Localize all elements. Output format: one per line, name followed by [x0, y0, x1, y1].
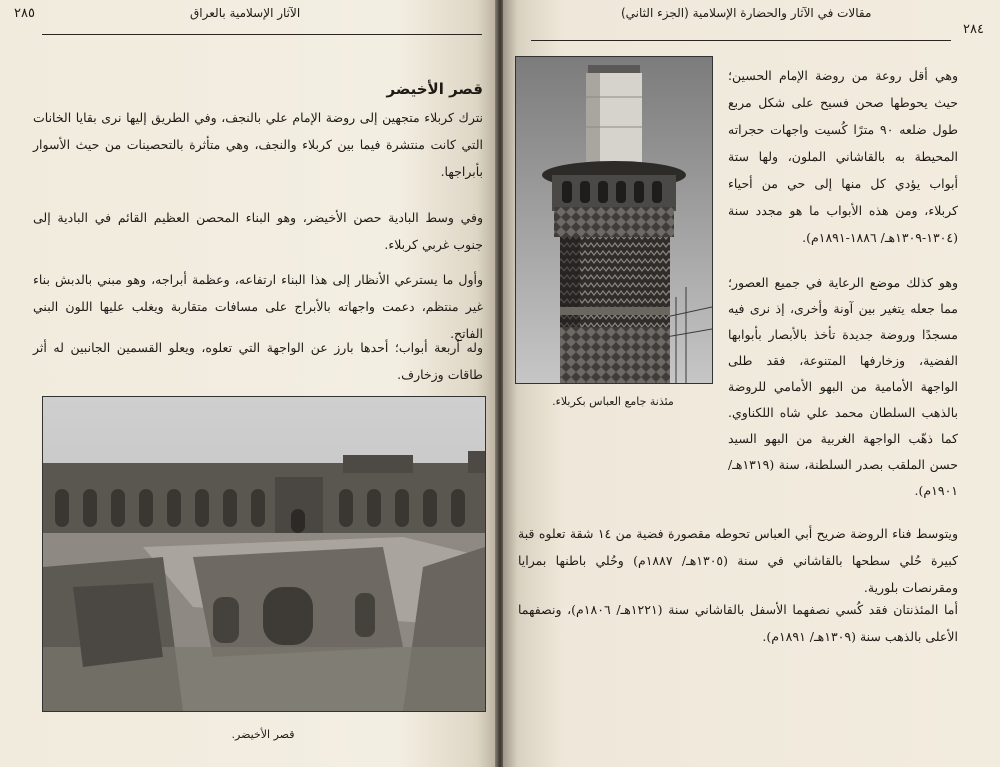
right-page — [503, 0, 1000, 767]
left-paragraph-4: وله أربعة أبواب؛ أحدها بارز عن الواجهة التي تعلوه، ويعلو القسمين الجانبين له أثر طاقات وزخارف. — [33, 340, 483, 382]
left-photo-caption: قصر الأخيضر. — [231, 728, 295, 741]
left-paragraph-1: نترك كربلاء متجهين إلى روضة الإمام علي بالنجف، وفي الطريق إليها نرى بقايا الخانات التي كانت منتشرة فيما بين كربلاء والنجف، وهي متأثرة بالتحصينات من حيث الأسوار بأبراجها. — [33, 110, 483, 179]
left-page-number: ٢٨٥ — [14, 6, 35, 21]
left-page — [0, 0, 497, 767]
left-paragraph-3: وأول ما يسترعي الأنظار إلى هذا البناء ارتفاعه، وعظمة أبراجه، وهو مبني بالدبش بناء غير منتظم، دعمت واجهاته بالأبراج على مسافات متقاربة ويغلب عليها اللون البني الفاتح. — [33, 272, 483, 341]
left-paragraph-2: وفي وسط البادية حصن الأخيضر، وهو البناء المحصن العظيم القائم في البادية إلى جنوب غربي كربلاء. — [33, 210, 483, 252]
fortress-photo — [42, 396, 486, 712]
right-paragraph-2: وهو كذلك موضع الرعاية في جميع العصور؛ مما جعله يتغير بين آونة وأخرى، إذ نرى فيه مسجدًا وروضة جديدة تأخذ بالأبصار بأبوابها الفضية، وزخارفها المتنوعة، فقد طلى الواجهة الأمامية من البهو الأمامي للروضة بالذهب السلطان محمد علي شاه اللكناوي. كما ذهّب الواجهة الغربية من البهو السيد حسن الملقب بصدر السلطنة، سنة (١٣١٩هـ/ ١٩٠١م). — [728, 275, 958, 498]
right-paragraph-3: ويتوسط فناء الروضة ضريح أبي العباس تحوطه مقصورة فضية من ١٤ شقة تعلوه قبة كبيرة حُلي سطحها بالقاشاني في سنة (١٣٠٥هـ/ ١٨٨٧م) وحُلي باطنها بمرايا ومقرنصات بلورية. — [518, 526, 958, 595]
right-running-head: مقالات في الآثار والحضارة الإسلامية (الجزء الثاني) — [621, 6, 872, 20]
left-header-rule — [42, 34, 482, 35]
right-page-number: ٢٨٤ — [963, 22, 984, 37]
right-paragraph-2-top — [728, 270, 958, 504]
minaret-photo — [515, 56, 713, 384]
right-paragraph-1: وهي أقل روعة من روضة الإمام الحسين؛ حيث يحوطها صحن فسيح على شكل مربع طول ضلعه ٩٠ مترًا كُسيت واجهات حجراته المحيطة به بالقاشاني الملون، ولها ستة أبواب يؤدي كل منها إلى حي من أحياء كربلاء، ومن هذه الأبواب ما هو مجدد سنة (١٣٠٤-١٣٠٩هـ/ ١٨٨٦-١٨٩١م). — [728, 68, 958, 245]
right-paragraph-4: أما المئذنتان فقد كُسي نصفهما الأسفل بالقاشاني سنة (١٢٢١هـ/ ١٨٠٦م)، ونصفهما الأعلى بالذهب سنة (١٣٠٩هـ/ ١٨٩١م). — [518, 602, 958, 644]
left-running-head: الآثار الإسلامية بالعراق — [190, 6, 301, 20]
right-header-rule — [531, 40, 951, 41]
right-photo-caption: مئذنة جامع العباس بكربلاء. — [552, 395, 674, 408]
section-heading: قصر الأخيضر — [386, 80, 483, 98]
